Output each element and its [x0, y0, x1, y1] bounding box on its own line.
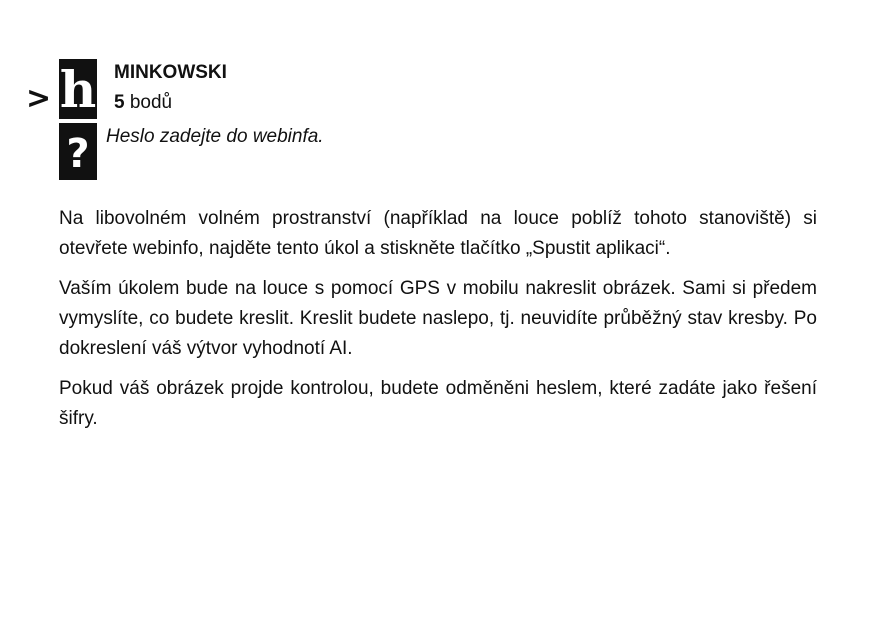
paragraph-2: Vaším úkolem bude na louce s pomocí GPS v mobilu nakreslit obrázek. Sami si předem vymyslíte, co budete kreslit. Kreslit budete naslepo, tj. neuvidíte průběžný stav kresby. Po dokreslení váš výtvor vyhodnotí AI. [59, 278, 817, 359]
arrow-marker-icon: > [26, 81, 52, 116]
paragraph-3: Pokud váš obrázek projde kontrolou, budete odměněni heslem, které zadáte jako řešení šifry. [59, 378, 817, 429]
points-number: 5 [114, 92, 125, 113]
puzzle-title: MINKOWSKI [114, 62, 227, 83]
letter-h-tile: h [59, 60, 97, 119]
instructions [59, 204, 817, 444]
points-unit: bodů [129, 92, 173, 113]
password-hint: Heslo zadejte do webinfa. [106, 126, 324, 147]
points-label [114, 91, 172, 115]
paragraph-1: Na libovolném volném prostranství (například na louce poblíž tohoto stanoviště) si otevřete webinfo, najděte tento úkol a stiskněte tlačítko „Spustit aplikaci“. [59, 208, 817, 259]
question-mark-icon: ? [59, 123, 97, 180]
